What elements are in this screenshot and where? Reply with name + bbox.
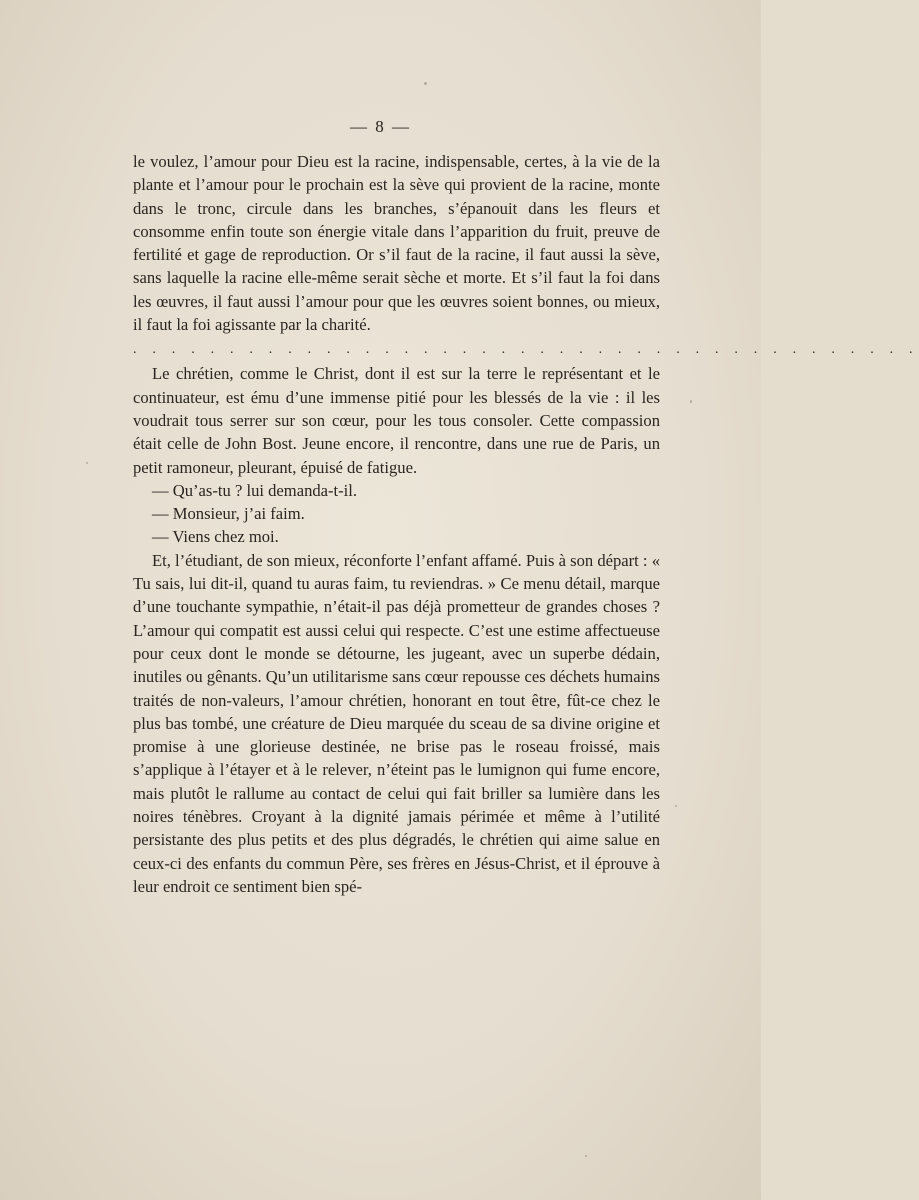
paper-speck (424, 82, 427, 85)
paper-speck (585, 1155, 587, 1157)
paragraph-christian-compassion: Le chrétien, comme le Christ, dont il est sur la terre le représentant et le continuateur, est ému d’une immense pitié pour les blessés de la vie : il les voudrait tous serrer sur son cœur, pour les tous consoler. Cette compassion était celle de John Bost. Jeune encore, il rencontre, dans une rue de Paris, un petit ramoneur, pleurant, épuisé de fatigue. (133, 364, 660, 477)
body-text (133, 150, 919, 898)
paper-speck (690, 400, 692, 403)
dialogue-line: — Viens chez moi. (152, 527, 279, 547)
paper-speck (86, 462, 88, 464)
page-number: — 8 — (350, 117, 411, 136)
paragraph-root-and-sap: le voulez, l’amour pour Dieu est la racine, indispensable, certes, à la vie de la plante et l’amour pour le prochain est la sève qui provient de la racine, monte dans le tronc, circule dans les branches, s’épanouit dans les fleurs et consomme enfin toute son énergie vitale dans l’apparition du fruit, preuve de fertilité et gage de reproduction. Or s’il faut de la racine, il faut aussi la sève, sans laquelle la racine elle-même serait sèche et morte. Et s’il faut la foi dans les œuvres, il faut aussi l’amour pour que les œuvres soient bonnes, ou mieux, il faut la foi agissante par la charité. (133, 152, 660, 335)
paper-speck (675, 805, 677, 807)
dialogue-line: — Qu’as-tu ? lui demanda-t-il. (152, 480, 358, 500)
section-separator-dots: . . . . . . . . . . . . . . . . . . . . . . . . . . . . . . . . . . . . . . . . . (133, 342, 919, 358)
paragraph-respect-and-dignity: Et, l’étudiant, de son mieux, réconforte l’enfant affamé. Puis à son départ : « Tu sais, lui dit-il, quand tu auras faim, tu reviendras. » Ce menu détail, marque d’une touchante sympathie, n’était-il pas déjà prometteur de grandes choses ? L’amour qui compatit est aussi celui qui respecte. C’est une estime affectueuse pour ceux dont le monde se détourne, les jugeant, avec un superbe dédain, inutiles ou gênants. Qu’un utilitarisme sans cœur repousse ces déchets humains traités de non-valeurs, l’amour chrétien, honorant en tout être, fût-ce chez le plus bas tombé, une créature de Dieu marquée du sceau de sa divine origine et promise à une glorieuse destinée, ne brise pas le roseau froissé, mais s’applique à l’étayer et à le relever, n’éteint pas le lumignon qui fume encore, mais plutôt le rallume au contact de celui qui fait briller sa lumière dans les noires ténèbres. Croyant à la dignité jamais périmée et même à l’utilité persistante des plus petits et des plus dégradés, le chrétien qui aime salue en ceux-ci des enfants du commun Père, ses frères en Jésus-Christ, et il éprouve à leur endroit ce sentiment bien spé- (133, 550, 660, 896)
dialogue-line: — Monsieur, j’ai faim. (152, 504, 305, 524)
